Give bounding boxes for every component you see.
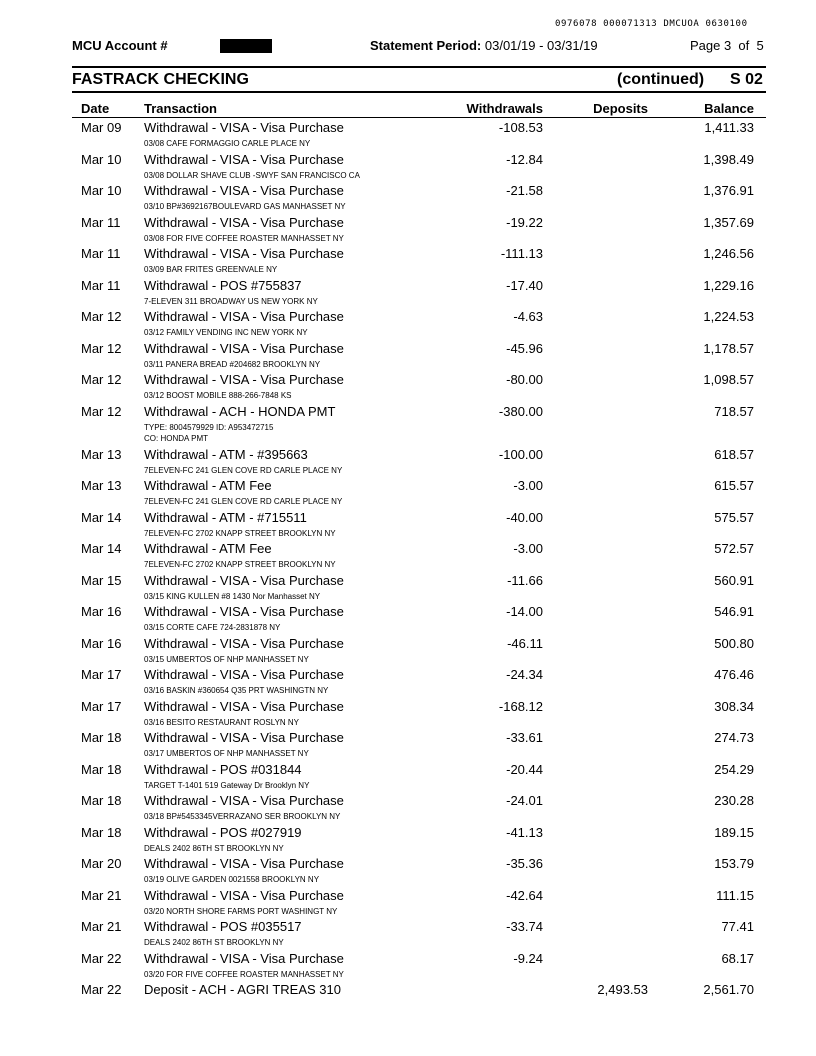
transaction-detail-line: 03/11 PANERA BREAD #204682 BROOKLYN NY <box>144 359 321 369</box>
transaction-description: Deposit - ACH - AGRI TREAS 310 <box>144 982 341 997</box>
transaction-detail-line: 03/18 BP#5453345VERRAZANO SER BROOKLYN NY <box>144 812 341 821</box>
transaction-date: Mar 18 <box>81 761 122 777</box>
section-continued: (continued) <box>617 71 705 88</box>
transaction-row <box>0 478 816 510</box>
transaction-balance: 77.41 <box>721 919 754 934</box>
transaction-row <box>0 730 816 762</box>
transaction-details <box>144 422 273 444</box>
transaction-detail-line: TYPE: 8004579929 ID: A953472715 <box>144 422 274 432</box>
transaction-balance: 572.57 <box>714 541 754 556</box>
transaction-description: Withdrawal - VISA - Visa Purchase <box>144 950 344 966</box>
transaction-date: Mar 18 <box>81 824 122 840</box>
transaction-balance: 476.46 <box>714 667 754 682</box>
transaction-detail-line: 03/08 DOLLAR SHAVE CLUB -SWYF SAN FRANCISCO CA <box>144 170 360 180</box>
transaction-details <box>144 528 336 539</box>
transaction-date: Mar 20 <box>81 856 122 871</box>
transaction-row <box>0 120 816 152</box>
transaction-description: Withdrawal - VISA - Visa Purchase <box>144 635 344 651</box>
transaction-balance: 1,376.91 <box>703 183 754 198</box>
transaction-detail-line: 03/12 FAMILY VENDING INC NEW YORK NY <box>144 328 308 337</box>
transaction-date: Mar 16 <box>81 604 122 619</box>
transaction-balance: 308.34 <box>714 698 754 714</box>
statement-period-value: 03/01/19 - 03/31/19 <box>484 38 598 53</box>
transaction-details <box>144 937 284 948</box>
transaction-detail-line: 03/12 BOOST MOBILE 888-266-7848 KS <box>144 391 292 400</box>
transaction-withdrawal: -19.22 <box>506 214 543 230</box>
transaction-details <box>144 906 337 917</box>
header-divider <box>72 66 766 68</box>
transaction-details <box>144 685 328 696</box>
transaction-detail-line: 03/08 FOR FIVE COFFEE ROASTER MANHASSET NY <box>144 233 344 243</box>
transaction-row <box>0 573 816 605</box>
transaction-details <box>144 811 340 822</box>
transaction-withdrawal: -46.11 <box>507 635 543 651</box>
transaction-withdrawal: -108.53 <box>498 120 543 135</box>
redacted-account-number <box>220 39 272 53</box>
transaction-description: Withdrawal - POS #035517 <box>144 919 302 934</box>
transaction-description: Withdrawal - VISA - Visa Purchase <box>144 667 344 682</box>
transaction-balance: 1,224.53 <box>703 309 754 324</box>
transaction-description: Withdrawal - ATM - #715511 <box>144 509 307 525</box>
transaction-description: Withdrawal - VISA - Visa Purchase <box>144 372 344 387</box>
transaction-description: Withdrawal - VISA - Visa Purchase <box>144 340 344 356</box>
transaction-list <box>0 120 816 1016</box>
transaction-date: Mar 21 <box>81 919 122 934</box>
transaction-row <box>0 246 816 278</box>
transaction-detail-line: 03/10 BP#3692167BOULEVARD GAS MANHASSET NY <box>144 202 346 211</box>
transaction-balance: 560.91 <box>714 572 754 588</box>
transaction-details <box>144 201 346 212</box>
column-header-deposits: Deposits <box>593 101 648 116</box>
transaction-date: Mar 11 <box>81 214 121 230</box>
transaction-detail-line: 03/15 KING KULLEN #8 1430 Nor Manhasset NY <box>144 591 321 601</box>
transaction-row <box>0 982 816 1016</box>
transaction-balance: 618.57 <box>714 446 754 462</box>
transaction-date: Mar 22 <box>81 950 122 966</box>
transaction-description: Withdrawal - VISA - Visa Purchase <box>144 572 344 588</box>
transaction-row <box>0 762 816 794</box>
transaction-details <box>144 327 308 338</box>
transaction-withdrawal: -21.58 <box>506 183 543 198</box>
transaction-withdrawal: -33.61 <box>506 730 543 745</box>
transaction-description: Withdrawal - VISA - Visa Purchase <box>144 183 344 198</box>
transaction-row <box>0 888 816 920</box>
transaction-detail-line: 7-ELEVEN 311 BROADWAY US NEW YORK NY <box>144 296 318 306</box>
transaction-description: Withdrawal - VISA - Visa Purchase <box>144 120 344 135</box>
transaction-withdrawal: -100.00 <box>498 446 543 462</box>
transaction-description: Withdrawal - VISA - Visa Purchase <box>144 604 344 619</box>
transaction-description: Withdrawal - POS #755837 <box>144 277 302 293</box>
transaction-date: Mar 09 <box>81 120 122 135</box>
transaction-date: Mar 12 <box>81 340 122 356</box>
transaction-withdrawal: -41.13 <box>506 824 543 840</box>
column-header-withdrawals: Withdrawals <box>466 101 543 116</box>
transaction-date: Mar 12 <box>81 403 122 419</box>
transaction-description: Withdrawal - VISA - Visa Purchase <box>144 856 344 871</box>
transaction-balance: 254.29 <box>714 761 754 777</box>
transaction-withdrawal: -45.96 <box>506 340 543 356</box>
transaction-row <box>0 447 816 479</box>
transaction-date: Mar 16 <box>81 635 122 651</box>
transaction-detail-line: 03/15 UMBERTOS OF NHP MANHASSET NY <box>144 654 309 664</box>
transaction-details <box>144 390 292 401</box>
transaction-detail-line: 7ELEVEN-FC 2702 KNAPP STREET BROOKLYN NY <box>144 560 336 569</box>
transaction-date: Mar 13 <box>81 446 122 462</box>
transaction-details <box>144 843 284 854</box>
transaction-detail-line: CO: HONDA PMT <box>144 433 209 443</box>
transaction-withdrawal: -35.36 <box>506 856 543 871</box>
column-header-balance: Balance <box>704 101 754 116</box>
transaction-description: Withdrawal - ATM Fee <box>144 541 272 556</box>
transaction-date: Mar 17 <box>81 698 122 714</box>
transaction-details <box>144 296 318 307</box>
transaction-description: Withdrawal - VISA - Visa Purchase <box>144 730 344 745</box>
transaction-detail-line: 03/15 CORTE CAFE 724-2831878 NY <box>144 623 281 632</box>
transaction-row <box>0 951 816 983</box>
transaction-description: Withdrawal - ACH - HONDA PMT <box>144 403 336 419</box>
transaction-detail-line: 03/16 BASKIN #360654 Q35 PRT WASHINGTN NY <box>144 686 329 695</box>
transaction-row <box>0 856 816 888</box>
transaction-withdrawal: -42.64 <box>506 887 543 903</box>
transaction-details <box>144 170 360 181</box>
transaction-description: Withdrawal - VISA - Visa Purchase <box>144 887 344 903</box>
transaction-details <box>144 233 344 244</box>
transaction-date: Mar 10 <box>81 151 122 167</box>
transaction-withdrawal: -14.00 <box>506 604 543 619</box>
transaction-date: Mar 11 <box>81 246 121 261</box>
transaction-description: Withdrawal - VISA - Visa Purchase <box>144 793 344 808</box>
transaction-details <box>144 465 342 476</box>
transaction-balance: 1,246.56 <box>703 246 754 261</box>
transaction-details <box>144 359 320 370</box>
column-header-transaction: Transaction <box>144 101 217 116</box>
transaction-date: Mar 17 <box>81 667 122 682</box>
transaction-date: Mar 15 <box>81 572 122 588</box>
column-header-date: Date <box>81 101 110 116</box>
transaction-detail-line: 03/09 BAR FRITES GREENVALE NY <box>144 265 278 274</box>
transaction-detail-line: 03/08 CAFE FORMAGGIO CARLE PLACE NY <box>144 139 311 148</box>
transaction-date: Mar 10 <box>81 183 122 198</box>
transaction-details <box>144 559 336 570</box>
transaction-details <box>144 622 280 633</box>
column-header-divider <box>72 117 766 118</box>
transaction-balance: 230.28 <box>714 793 754 808</box>
transaction-withdrawal: -3.00 <box>513 541 543 556</box>
transaction-balance: 1,411.33 <box>704 120 754 135</box>
transaction-withdrawal: -4.63 <box>513 309 543 324</box>
transaction-balance: 1,357.69 <box>703 214 754 230</box>
transaction-date: Mar 21 <box>81 887 122 903</box>
transaction-balance: 274.73 <box>714 730 754 745</box>
transaction-details <box>144 591 320 602</box>
transaction-detail-line: TARGET T-1401 519 Gateway Dr Brooklyn NY <box>144 780 310 790</box>
transaction-balance: 68.17 <box>721 950 754 966</box>
transaction-withdrawal: -168.12 <box>498 698 543 714</box>
transaction-date: Mar 11 <box>81 277 121 293</box>
transaction-row <box>0 341 816 373</box>
transaction-details <box>144 874 319 885</box>
transaction-balance: 1,398.49 <box>703 151 754 167</box>
transaction-withdrawal: -33.74 <box>506 919 543 934</box>
transaction-withdrawal: -17.40 <box>506 277 543 293</box>
transaction-balance: 1,098.57 <box>703 372 754 387</box>
transaction-row <box>0 793 816 825</box>
transaction-balance: 153.79 <box>714 856 754 871</box>
transaction-withdrawal: -111.13 <box>500 246 543 261</box>
transaction-details <box>144 496 342 507</box>
transaction-row <box>0 636 816 668</box>
transaction-details <box>144 969 344 980</box>
transaction-balance: 1,178.57 <box>703 340 754 356</box>
transaction-row <box>0 604 816 636</box>
transaction-row <box>0 404 816 447</box>
transaction-details <box>144 717 299 728</box>
transaction-balance: 1,229.16 <box>703 277 754 293</box>
transaction-date: Mar 18 <box>81 793 122 808</box>
transaction-balance: 615.57 <box>714 478 754 493</box>
transaction-description: Withdrawal - ATM Fee <box>144 478 272 493</box>
statement-period <box>370 38 598 53</box>
transaction-description: Withdrawal - ATM - #395663 <box>144 446 308 462</box>
transaction-detail-line: 03/20 NORTH SHORE FARMS PORT WASHINGT NY <box>144 906 338 916</box>
transaction-detail-line: 03/17 UMBERTOS OF NHP MANHASSET NY <box>144 749 309 758</box>
transaction-balance: 111.15 <box>716 887 754 903</box>
transaction-withdrawal: -24.34 <box>506 667 543 682</box>
transaction-row <box>0 215 816 247</box>
transaction-balance: 546.91 <box>714 604 754 619</box>
statement-barcode-text: 0976078 000071313 DMCUOA 0630100 <box>555 19 748 29</box>
transaction-detail-line: 7ELEVEN-FC 2702 KNAPP STREET BROOKLYN NY <box>144 528 336 538</box>
transaction-withdrawal: -20.44 <box>506 761 543 777</box>
transaction-date: Mar 13 <box>81 478 122 493</box>
transaction-details <box>144 138 310 149</box>
transaction-description: Withdrawal - POS #027919 <box>144 824 302 840</box>
page-number: Page 3 of 5 <box>690 38 764 53</box>
transaction-detail-line: DEALS 2402 86TH ST BROOKLYN NY <box>144 843 284 853</box>
transaction-details <box>144 654 309 665</box>
transaction-balance: 500.80 <box>714 635 754 651</box>
transaction-row <box>0 541 816 573</box>
transaction-detail-line: 03/16 BESITO RESTAURANT ROSLYN NY <box>144 717 300 727</box>
statement-period-label: Statement Period: <box>370 38 482 53</box>
transaction-date: Mar 12 <box>81 309 122 324</box>
transaction-description: Withdrawal - VISA - Visa Purchase <box>144 246 344 261</box>
transaction-row <box>0 919 816 951</box>
transaction-withdrawal: -380.00 <box>498 403 543 419</box>
transaction-description: Withdrawal - VISA - Visa Purchase <box>144 698 344 714</box>
transaction-withdrawal: -40.00 <box>506 509 543 525</box>
transaction-row <box>0 510 816 542</box>
transaction-detail-line: 03/19 OLIVE GARDEN 0021558 BROOKLYN NY <box>144 875 320 884</box>
transaction-withdrawal: -11.66 <box>507 572 543 588</box>
transaction-row <box>0 667 816 699</box>
transaction-row <box>0 309 816 341</box>
transaction-row <box>0 152 816 184</box>
section-divider <box>72 91 766 93</box>
transaction-withdrawal: -12.84 <box>506 151 543 167</box>
transaction-withdrawal: -24.01 <box>506 793 543 808</box>
section-code: S 02 <box>730 71 763 88</box>
transaction-row <box>0 278 816 310</box>
transaction-description: Withdrawal - POS #031844 <box>144 761 302 777</box>
transaction-date: Mar 12 <box>81 372 122 387</box>
transaction-balance: 2,561.70 <box>703 982 754 997</box>
transaction-description: Withdrawal - VISA - Visa Purchase <box>144 309 344 324</box>
transaction-deposit: 2,493.53 <box>597 982 648 997</box>
transaction-row <box>0 699 816 731</box>
transaction-details <box>144 780 309 791</box>
transaction-balance: 189.15 <box>714 824 754 840</box>
transaction-date: Mar 18 <box>81 730 122 745</box>
transaction-details <box>144 264 277 275</box>
transaction-detail-line: 7ELEVEN-FC 241 GLEN COVE RD CARLE PLACE NY <box>144 465 343 475</box>
section-title: FASTRACK CHECKING <box>72 71 249 88</box>
account-label: MCU Account # <box>72 38 168 53</box>
transaction-balance: 718.57 <box>714 403 754 419</box>
transaction-withdrawal: -3.00 <box>513 478 543 493</box>
transaction-row <box>0 183 816 215</box>
transaction-row <box>0 372 816 404</box>
transaction-detail-line: 03/20 FOR FIVE COFFEE ROASTER MANHASSET NY <box>144 969 344 979</box>
transaction-date: Mar 14 <box>81 509 122 525</box>
transaction-detail-line: 7ELEVEN-FC 241 GLEN COVE RD CARLE PLACE NY <box>144 497 343 506</box>
transaction-balance: 575.57 <box>714 509 754 525</box>
transaction-description: Withdrawal - VISA - Visa Purchase <box>144 214 344 230</box>
transaction-detail-line: DEALS 2402 86TH ST BROOKLYN NY <box>144 938 284 947</box>
transaction-withdrawal: -9.24 <box>513 950 543 966</box>
transaction-date: Mar 14 <box>81 541 122 556</box>
transaction-description: Withdrawal - VISA - Visa Purchase <box>144 151 344 167</box>
transaction-row <box>0 825 816 857</box>
transaction-withdrawal: -80.00 <box>506 372 543 387</box>
transaction-date: Mar 22 <box>81 982 122 997</box>
transaction-details <box>144 748 309 759</box>
